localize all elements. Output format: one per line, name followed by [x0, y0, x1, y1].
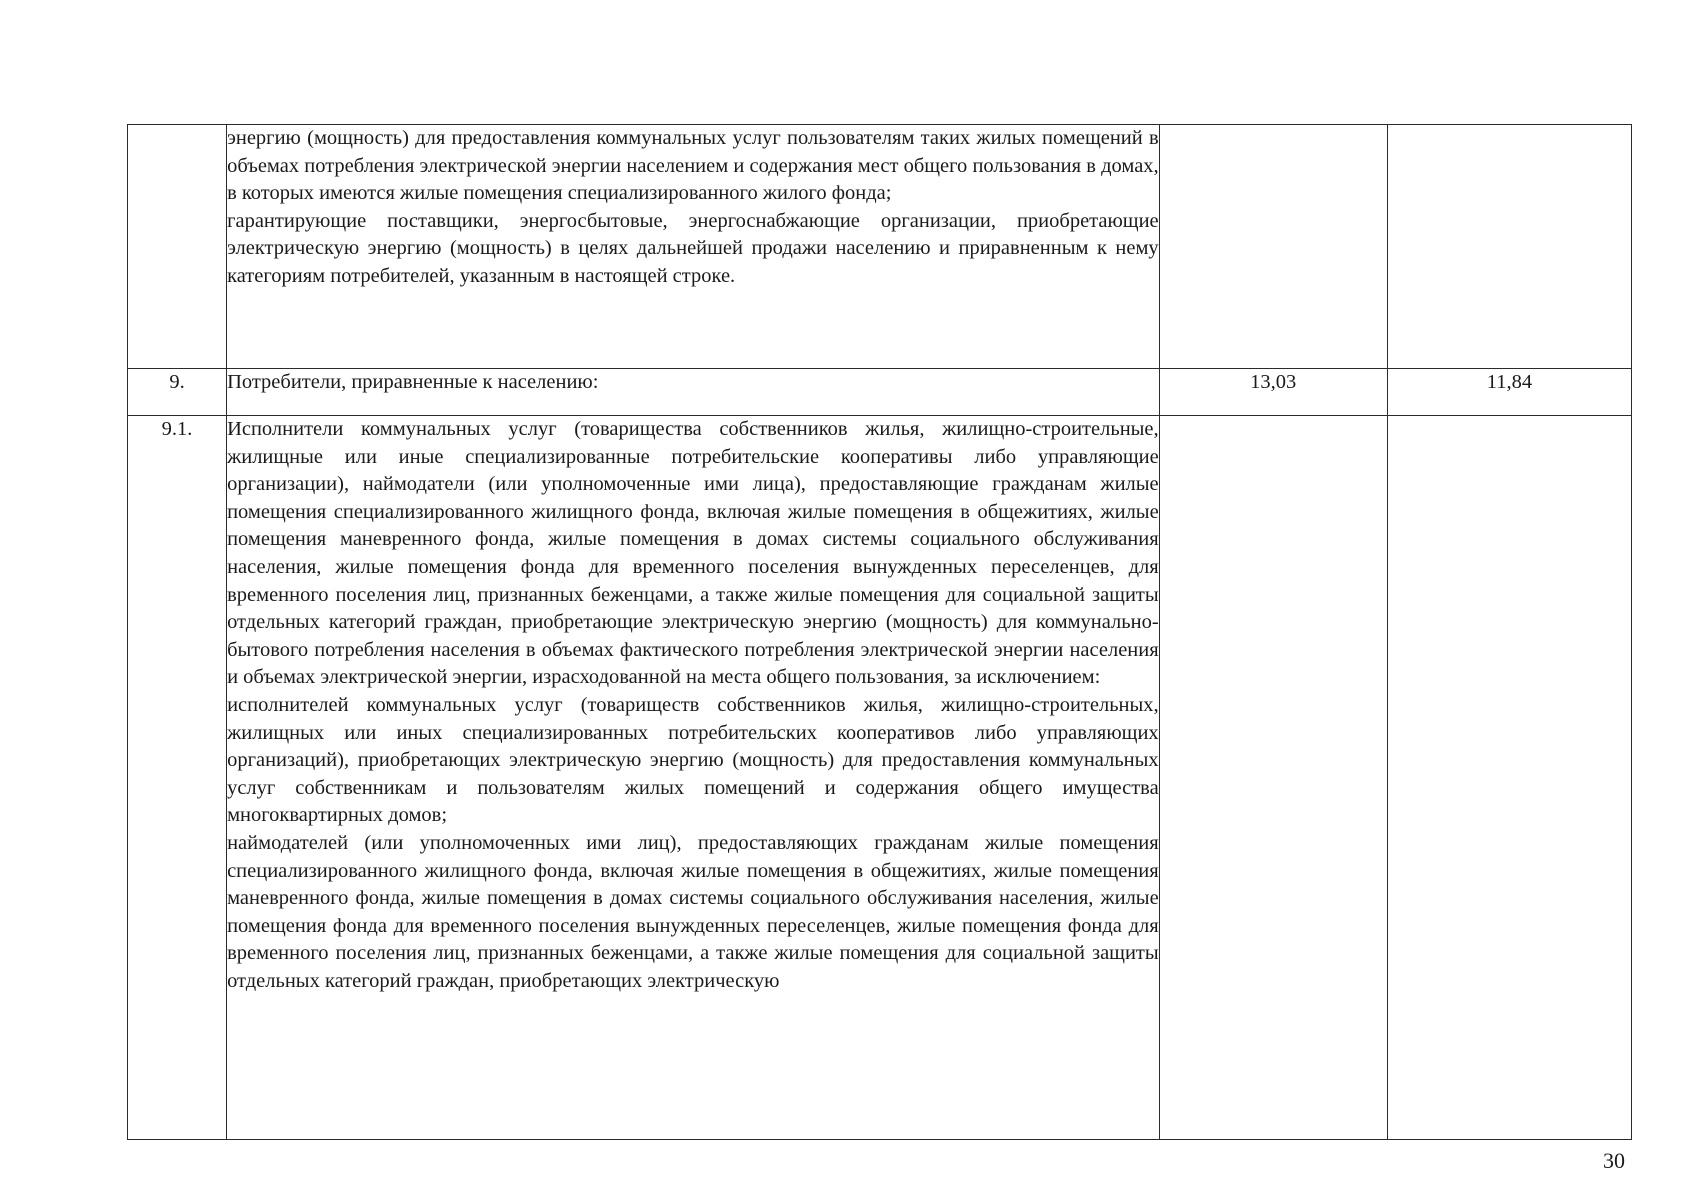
tariff-table: [127, 124, 1632, 1140]
row-value-2: 11,84: [1387, 369, 1631, 416]
paragraph: Исполнители коммунальных услуг (товарищества собственников жилья, жилищно-строительные, жилищные или иные специализированные потребительские кооперативы либо управляющие организации), наймодатели (или уполномоченные ими лица), предоставляющие гражданам жилые помещения специализированного жилищного фонда, включая жилые помещения в общежитиях, жилые помещения маневренного фонда, жилые помещения в домах системы социального обслуживания населения, жилые помещения фонда для временного поселения вынужденных переселенцев, для временного поселения лиц, признанных беженцами, а также жилые помещения для социальной защиты отдельных категорий граждан, приобретающие электрическую энергию (мощность) для коммунально-бытового потребления населения в объемах фактического потребления электрической энергии населения и объемах электрической энергии, израсходованной на места общего пользования, за исключением:: [227, 418, 1159, 689]
row-number: [128, 125, 227, 369]
row-value-2: [1387, 125, 1631, 369]
row-description: [227, 125, 1160, 369]
table-row: [128, 125, 1632, 369]
table-row: [128, 369, 1632, 416]
row-number: 9.: [128, 369, 227, 416]
paragraph: гарантирующие поставщики, энергосбытовые, энергоснабжающие организации, приобретающие электрическую энергию (мощность) в целях дальнейшей продажи населению и приравненным к нему категориям потребителей, указанным в настоящей строке.: [227, 209, 1159, 287]
row-value-1: [1159, 125, 1387, 369]
table-row: [128, 416, 1632, 1140]
row-value-2: [1387, 416, 1631, 1140]
paragraph: исполнителей коммунальных услуг (товариществ собственников жилья, жилищно-строительных, жилищных или иных специализированных потребительских кооперативов либо управляющих организаций), приобретающих электрическую энергию (мощность) для предоставления коммунальных услуг собственникам и пользователям жилых помещений и содержания общего имущества многоквартирных домов;: [227, 693, 1159, 827]
row-description: [227, 369, 1160, 416]
row-value-1: 13,03: [1159, 369, 1387, 416]
paragraph: наймодателей (или уполномоченных ими лиц), предоставляющих гражданам жилые помещения специализированного жилищного фонда, включая жилые помещения в общежитиях, жилые помещения маневренного фонда, жилые помещения в домах системы социального обслуживания населения, жилые помещения фонда для временного поселения вынужденных переселенцев, жилые помещения фонда для временного поселения лиц, признанных беженцами, а также жилые помещения для социальной защиты отдельных категорий граждан, приобретающих электрическую: [227, 831, 1159, 992]
page-number: 30: [1603, 1148, 1625, 1173]
paragraph: энергию (мощность) для предоставления коммунальных услуг пользователям таких жилых помещений в объемах потребления электрической энергии населением и содержания мест общего пользования в домах, в которых имеются жилые помещения специализированного жилого фонда;: [227, 127, 1159, 205]
row-value-1: [1159, 416, 1387, 1140]
row-number: 9.1.: [128, 416, 227, 1140]
paragraph: Потребители, приравненные к населению:: [227, 371, 599, 393]
row-description: [227, 416, 1160, 1140]
